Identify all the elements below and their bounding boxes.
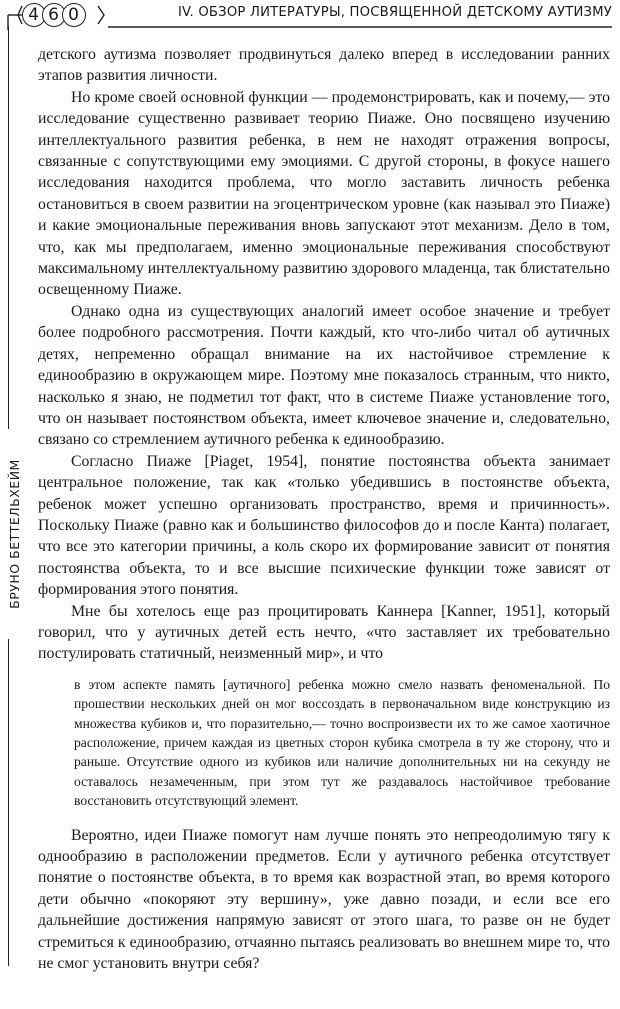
page-number-digit: 6 [42, 3, 66, 27]
page-body [38, 44, 610, 974]
running-title: IV. ОБЗОР ЛИТЕРАТУРЫ, ПОСВЯЩЕННОЙ ДЕТСКОМУ АУТИЗМУ [177, 5, 612, 20]
paragraph: Мне бы хотелось еще раз процитировать Каннера [Kanner, 1951], который говорил, что у аутичных детей есть нечто, «что заставляет их требовательно постулировать статичный, неизменный мир», и что [38, 602, 610, 663]
paragraph-continued: детского аутизма позволяет продвинуться далеко вперед в исследовании ранних этапов развития личности. [38, 46, 610, 85]
paragraph: Согласно Пиаже [Piaget, 1954], понятие постоянства объекта занимает центральное положение, так как «только убедившись в постоянстве объекта, ребенок может успешно организовать пространство, время и причинность». Поскольку Пиаже (равно как и большинство философов до и после Канта) полагает, что все это категории причины, а коль скоро их формирование зависит от понятия постоянства объекта, то и все высшие психические функции тоже зависят от формирования этого понятия. [38, 452, 610, 599]
paragraph-closing: Вероятно, идеи Пиаже помогут нам лучше понять это непреодолимую тягу к однообразию в расположении предметов. Если у аутичного ребенка отсутствует понятие о постоянстве объекта, в то время как возрастной этап, во время которого дети обычно «покоряют эту вершину», уже давно позади, и если все его дальнейшие достижения напрямую зависят от этого шага, то разве он не будет стремиться к единообразию, отчаянно пытаясь реализовать во внешнем мире то, что не смог установить внутри себя? [38, 826, 610, 973]
side-author-name: БРУНО БЕТТЕЛЬХЕЙМ [6, 429, 24, 639]
block-quote [38, 675, 610, 811]
page-number-digit: 0 [62, 3, 86, 27]
block-quote-text: в этом аспекте память [аутичного] ребенка можно смело назвать феноменальной. По прошествии нескольких дней он мог воссоздать в первоначальном виде конструкцию из множества кубиков и, что поразительно,— точно воспроизвести их то же самое хаотичное расположение, причем каждая из цветных сторон кубика смотрела в ту же сторону, что и раньше. Отсутствие одного из кубиков или наличие дополнительных ни на секунду не оставалось незамеченным, при этом тут же раздавалось настойчивое требование восстановить отсутствующий элемент. [74, 676, 610, 809]
page-number [22, 1, 82, 29]
paragraph: Однако одна из существующих аналогий имеет особое значение и требует более подробного рассмотрения. Почти каждый, кто что-либо читал об аутичных детях, непременно обращал внимание на их настойчивое стремление к единообразию в окружающем мире. Поэтому мне показалось странным, что никто, насколько я знаю, не подметил тот факт, что в системе Пиаже установление того, что он называет постоянством объекта, имеет ключевое значение и, следовательно, связано со стремлением аутичного ребенка к единообразию. [38, 302, 610, 449]
paragraph: Но кроме своей основной функции — продемонстрировать, как и почему,— это исследование существенно развивает теорию Пиаже. Оно посвящено изучению интеллектуального развития ребенка, в нем не находят отражения вопросы, связанные с сопутствующими ему эмоциями. С другой стороны, в фокусе нашего исследования находится проблема, что могло заставить личность ребенка остановиться в своем развитии на эгоцентрическом уровне (как называл это Пиаже) и какие эмоциональные переживания вновь запускают этот механизм. Дело в том, что, как мы предполагаем, именно эмоциональные переживания способствуют максимальному интеллектуальному развитию здорового младенца, так блистательно освещенному Пиаже. [38, 88, 610, 299]
page-header [0, 0, 620, 38]
page-number-digit: 4 [22, 3, 46, 27]
